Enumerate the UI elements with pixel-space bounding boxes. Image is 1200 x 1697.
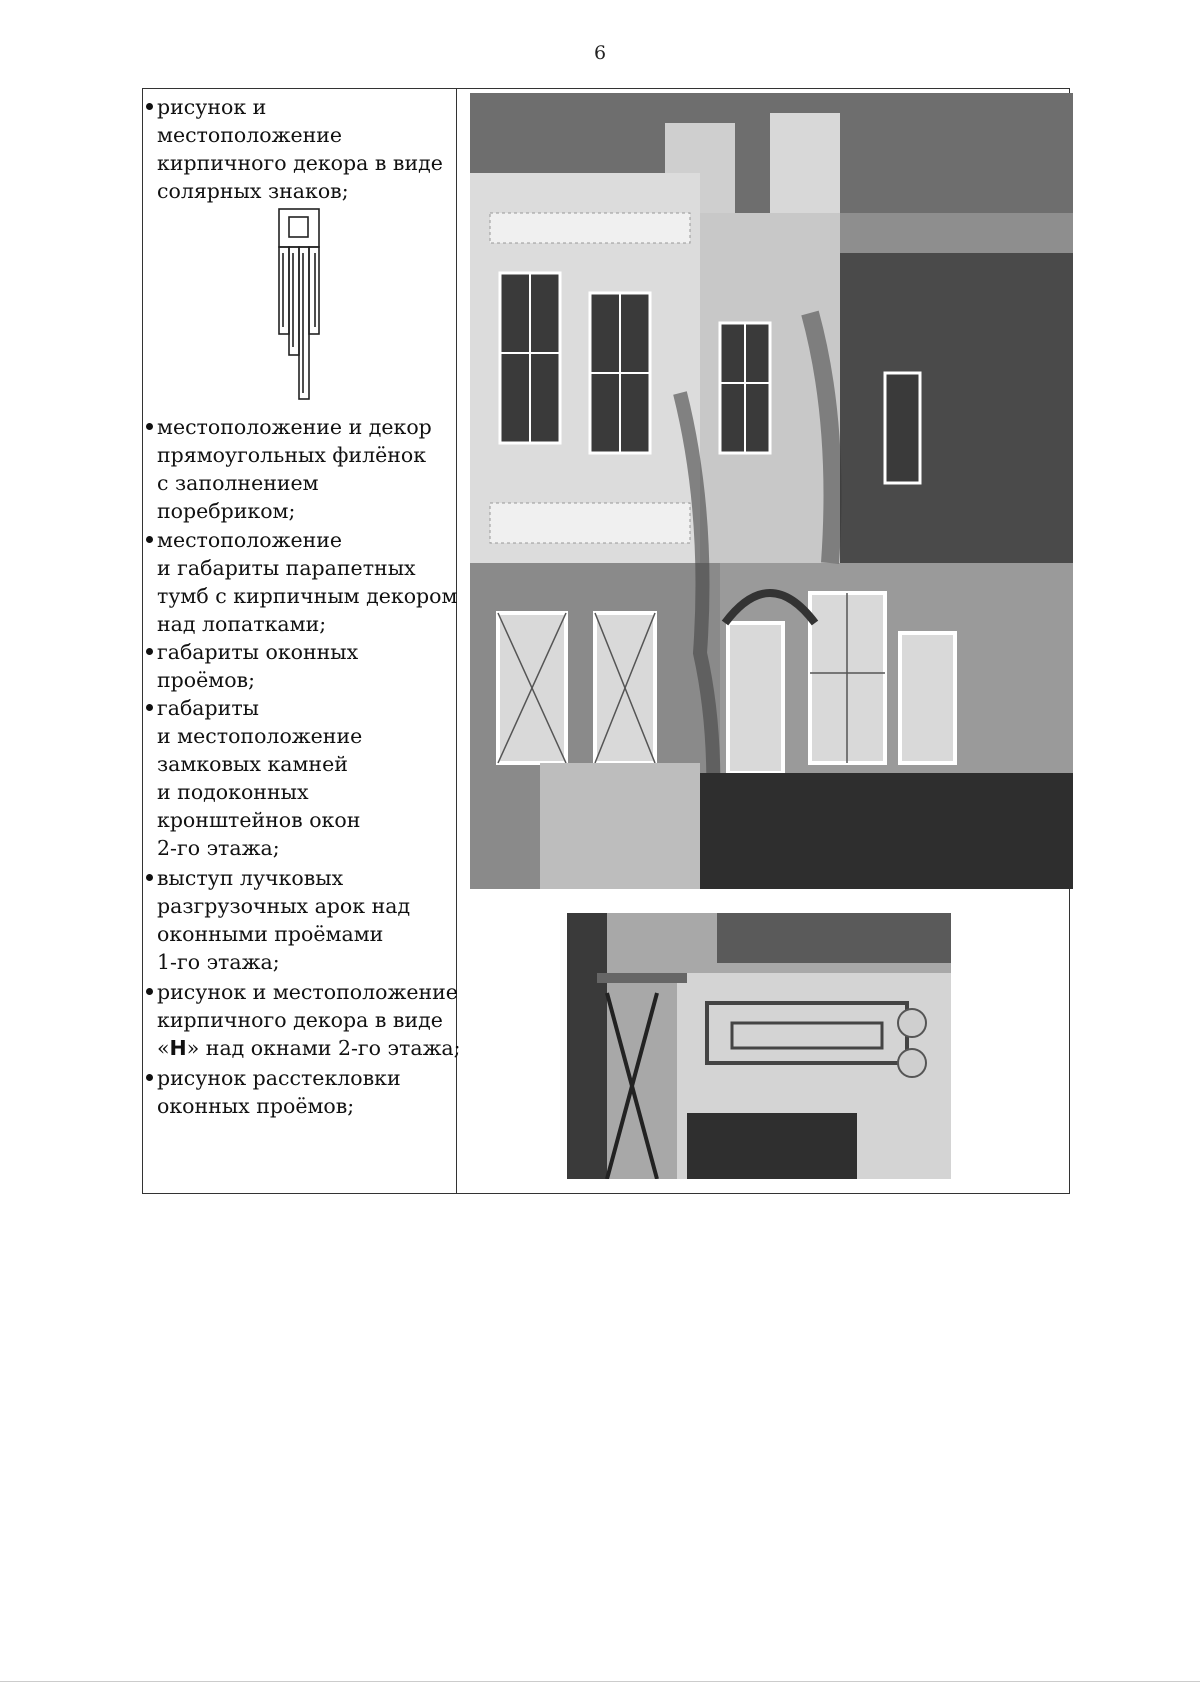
feature-line: рисунок расстекловки bbox=[157, 1066, 401, 1090]
feature-line: замковых камней bbox=[157, 752, 348, 776]
feature-line: рисунок и bbox=[157, 95, 267, 119]
heritage-table bbox=[142, 88, 1070, 1194]
feature-line: кирпичного декора в виде bbox=[157, 1008, 443, 1032]
feature-line: выступ лучковых bbox=[157, 866, 344, 890]
photos-column bbox=[458, 89, 1069, 1193]
bullet-icon bbox=[146, 648, 153, 655]
feature-line: местоположение и декор bbox=[157, 415, 432, 439]
feature-item-window-openings bbox=[157, 638, 457, 694]
bullet-icon bbox=[146, 1074, 153, 1081]
feature-line: прямоугольных филёнок bbox=[157, 443, 427, 467]
feature-item-h-decor bbox=[157, 978, 461, 1062]
solar-sign-drawing bbox=[275, 207, 325, 403]
feature-line: солярных знаков; bbox=[157, 179, 349, 203]
bullet-icon bbox=[146, 704, 153, 711]
feature-line: оконными проёмами bbox=[157, 922, 384, 946]
feature-item-keystones bbox=[157, 694, 457, 862]
bullet-icon bbox=[146, 874, 153, 881]
bullet-icon bbox=[146, 536, 153, 543]
feature-line: габариты оконных bbox=[157, 640, 359, 664]
page-number: 6 bbox=[593, 42, 607, 64]
feature-line: 2-го этажа; bbox=[157, 836, 280, 860]
feature-line: и габариты парапетных bbox=[157, 556, 416, 580]
h-letter: Н bbox=[169, 1036, 187, 1060]
feature-line: над лопатками; bbox=[157, 612, 327, 636]
features-column bbox=[143, 89, 461, 1193]
window-detail-photo bbox=[567, 913, 951, 1179]
feature-line: и местоположение bbox=[157, 724, 363, 748]
feature-line: местоположение bbox=[157, 123, 343, 147]
feature-item-arches bbox=[157, 864, 457, 976]
bullet-icon bbox=[146, 988, 153, 995]
scan-edge-line bbox=[0, 1681, 1200, 1682]
feature-line: тумб с кирпичным декором bbox=[157, 584, 458, 608]
feature-line: проёмов; bbox=[157, 668, 255, 692]
feature-line: оконных проёмов; bbox=[157, 1094, 355, 1118]
feature-line: поребриком; bbox=[157, 499, 296, 523]
feature-line: с заполнением bbox=[157, 471, 319, 495]
feature-line: разгрузочных арок над bbox=[157, 894, 411, 918]
feature-line: 1-го этажа; bbox=[157, 950, 280, 974]
feature-item-panels bbox=[157, 413, 457, 525]
feature-line: рисунок и местоположение bbox=[157, 980, 458, 1004]
feature-line: » над окнами 2-го этажа; bbox=[186, 1036, 461, 1060]
feature-item-glazing bbox=[157, 1064, 457, 1120]
feature-line: и подоконных bbox=[157, 780, 309, 804]
bullet-icon bbox=[146, 423, 153, 430]
feature-item-parapet bbox=[157, 526, 457, 638]
building-facade-photo bbox=[470, 93, 1073, 889]
bullet-icon bbox=[146, 103, 153, 110]
feature-item-solar-signs bbox=[157, 93, 457, 205]
feature-line: местоположение bbox=[157, 528, 343, 552]
feature-line: габариты bbox=[157, 696, 259, 720]
quote-open: « bbox=[157, 1036, 170, 1060]
feature-line: кронштейнов окон bbox=[157, 808, 361, 832]
feature-line: кирпичного декора в виде bbox=[157, 151, 443, 175]
